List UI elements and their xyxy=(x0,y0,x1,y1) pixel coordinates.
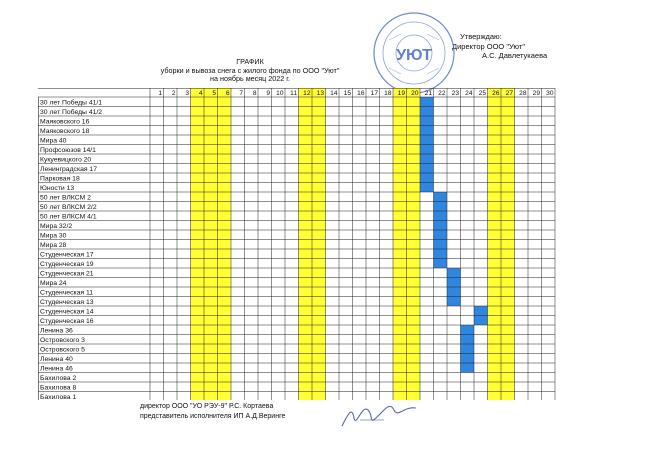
address-cell: Бахилова 2 xyxy=(40,374,77,382)
scheduled-cell xyxy=(434,221,448,231)
company-stamp xyxy=(371,10,457,96)
day-number: 26 xyxy=(492,90,500,98)
handwritten-signature xyxy=(338,396,420,436)
address-cell: Студенческая 13 xyxy=(40,298,94,306)
day-number: 20 xyxy=(411,90,419,98)
approval-block xyxy=(452,32,547,61)
day-number: 25 xyxy=(478,90,486,98)
footer-contractor: представитель исполнителя ИП А.Д.Веринге xyxy=(140,413,286,420)
scheduled-cell xyxy=(434,202,448,212)
address-cell: Парковая 18 xyxy=(40,175,80,183)
scheduled-cell xyxy=(420,183,434,193)
scheduled-cell xyxy=(420,97,434,107)
scheduled-cell xyxy=(434,249,448,259)
day-number: 30 xyxy=(546,90,554,98)
day-number: 12 xyxy=(303,90,311,98)
address-cell: Мира 24 xyxy=(40,279,67,287)
address-cell: Студенческая 16 xyxy=(40,317,94,325)
address-cell: 30 лет Победы 41/1 xyxy=(40,99,103,107)
day-number: 19 xyxy=(397,90,405,98)
day-number: 27 xyxy=(505,90,513,98)
day-number: 14 xyxy=(330,90,338,98)
address-cell: Студенческая 17 xyxy=(40,251,94,259)
day-number: 2 xyxy=(171,90,176,98)
scheduled-cell xyxy=(461,344,475,354)
address-cell: Студенческая 11 xyxy=(40,289,94,297)
address-cell: Бахилова 1 xyxy=(40,393,77,400)
day-number: 23 xyxy=(451,90,459,98)
footer-director: директор ООО "УО РЭУ-9" Р.С. Кортаева xyxy=(140,403,274,410)
scheduled-cell xyxy=(474,306,488,316)
address-cell: 30 лет Победы 41/2 xyxy=(40,108,103,116)
scheduled-cell xyxy=(434,230,448,240)
title-heading: ГРАФИК xyxy=(236,57,264,66)
address-cell: Студенческая 21 xyxy=(40,270,94,278)
scheduled-cell xyxy=(474,316,488,326)
title-period: на ноябрь месяц 2022 г. xyxy=(210,74,290,84)
scheduled-cell xyxy=(420,173,434,183)
signatures-footer xyxy=(140,402,285,422)
approval-name: А.С. Давлетукаева xyxy=(482,51,548,60)
address-cell: Ленинградская 17 xyxy=(40,165,97,173)
day-number: 28 xyxy=(519,90,527,98)
scheduled-cell xyxy=(461,335,475,345)
address-cell: Мира 40 xyxy=(40,137,67,145)
day-number: 7 xyxy=(239,90,243,98)
address-cell: 50 лет ВЛКСМ 2/2 xyxy=(40,203,97,211)
scheduled-cell xyxy=(420,145,434,155)
scheduled-cell xyxy=(447,278,461,288)
scheduled-cell xyxy=(420,154,434,164)
scheduled-cell xyxy=(420,135,434,145)
day-number: 22 xyxy=(438,90,446,98)
day-number: 9 xyxy=(266,90,270,98)
day-number: 13 xyxy=(316,90,324,98)
scheduled-cell xyxy=(434,240,448,250)
address-cell: Ленина 36 xyxy=(40,327,73,335)
scheduled-cell xyxy=(447,287,461,297)
day-number: 1 xyxy=(158,90,162,98)
day-number: 10 xyxy=(276,90,284,98)
day-number: 29 xyxy=(532,90,540,98)
address-cell: Островского 5 xyxy=(40,346,85,354)
day-number: 21 xyxy=(424,90,432,98)
scheduled-cell xyxy=(434,259,448,269)
day-number: 4 xyxy=(198,90,203,98)
address-cell: Мира 28 xyxy=(40,241,67,249)
scheduled-cell xyxy=(434,211,448,221)
approval-label: Утверждаю: xyxy=(460,32,502,41)
scheduled-cell xyxy=(461,363,475,373)
scheduled-cell xyxy=(461,354,475,364)
address-cell: Ленина 46 xyxy=(40,365,73,373)
scheduled-cell xyxy=(447,268,461,278)
scheduled-cell xyxy=(447,297,461,307)
scheduled-cell xyxy=(420,126,434,136)
day-number: 15 xyxy=(343,90,351,98)
address-cell: Студенческая 19 xyxy=(40,260,94,268)
day-number: 16 xyxy=(357,90,365,98)
address-cell: 50 лет ВЛКСМ 2 xyxy=(40,194,91,202)
scheduled-cell xyxy=(434,192,448,202)
day-number: 3 xyxy=(185,90,189,98)
address-cell: Ленина 40 xyxy=(40,355,73,363)
day-number: 17 xyxy=(370,90,378,98)
scheduled-cell xyxy=(420,116,434,126)
address-cell: Маяковского 18 xyxy=(40,127,90,135)
day-number: 6 xyxy=(225,90,230,98)
day-number: 8 xyxy=(252,90,257,98)
address-cell: Островского 3 xyxy=(40,336,85,344)
document-title xyxy=(160,58,340,84)
day-number: 5 xyxy=(212,90,216,98)
scheduled-cell xyxy=(461,325,475,335)
address-cell: Профсоюзов 14/1 xyxy=(40,146,96,154)
address-cell: Студенческая 14 xyxy=(40,308,94,316)
day-number: 11 xyxy=(290,90,297,98)
scheduled-cell xyxy=(420,107,434,117)
day-number: 24 xyxy=(465,90,473,98)
title-subtitle: уборки и вывоза снега с жилого фонда по ООО "Уют" xyxy=(160,65,340,75)
address-cell: Юности 13 xyxy=(40,184,75,192)
day-number: 18 xyxy=(384,90,392,98)
address-cell: Мира 30 xyxy=(40,232,67,240)
address-cell: Бахилова 8 xyxy=(40,384,77,392)
approval-position: Директор ООО "Уют" xyxy=(452,41,525,51)
address-cell: 50 лет ВЛКСМ 4/1 xyxy=(40,213,97,221)
address-cell: Маяковского 16 xyxy=(40,118,90,126)
schedule-table xyxy=(38,88,556,400)
address-cell: Мира 32/2 xyxy=(40,222,73,230)
stamp-text: УЮТ xyxy=(396,47,432,64)
address-cell: Кукуевицкого 20 xyxy=(40,156,92,164)
scheduled-cell xyxy=(420,164,434,174)
